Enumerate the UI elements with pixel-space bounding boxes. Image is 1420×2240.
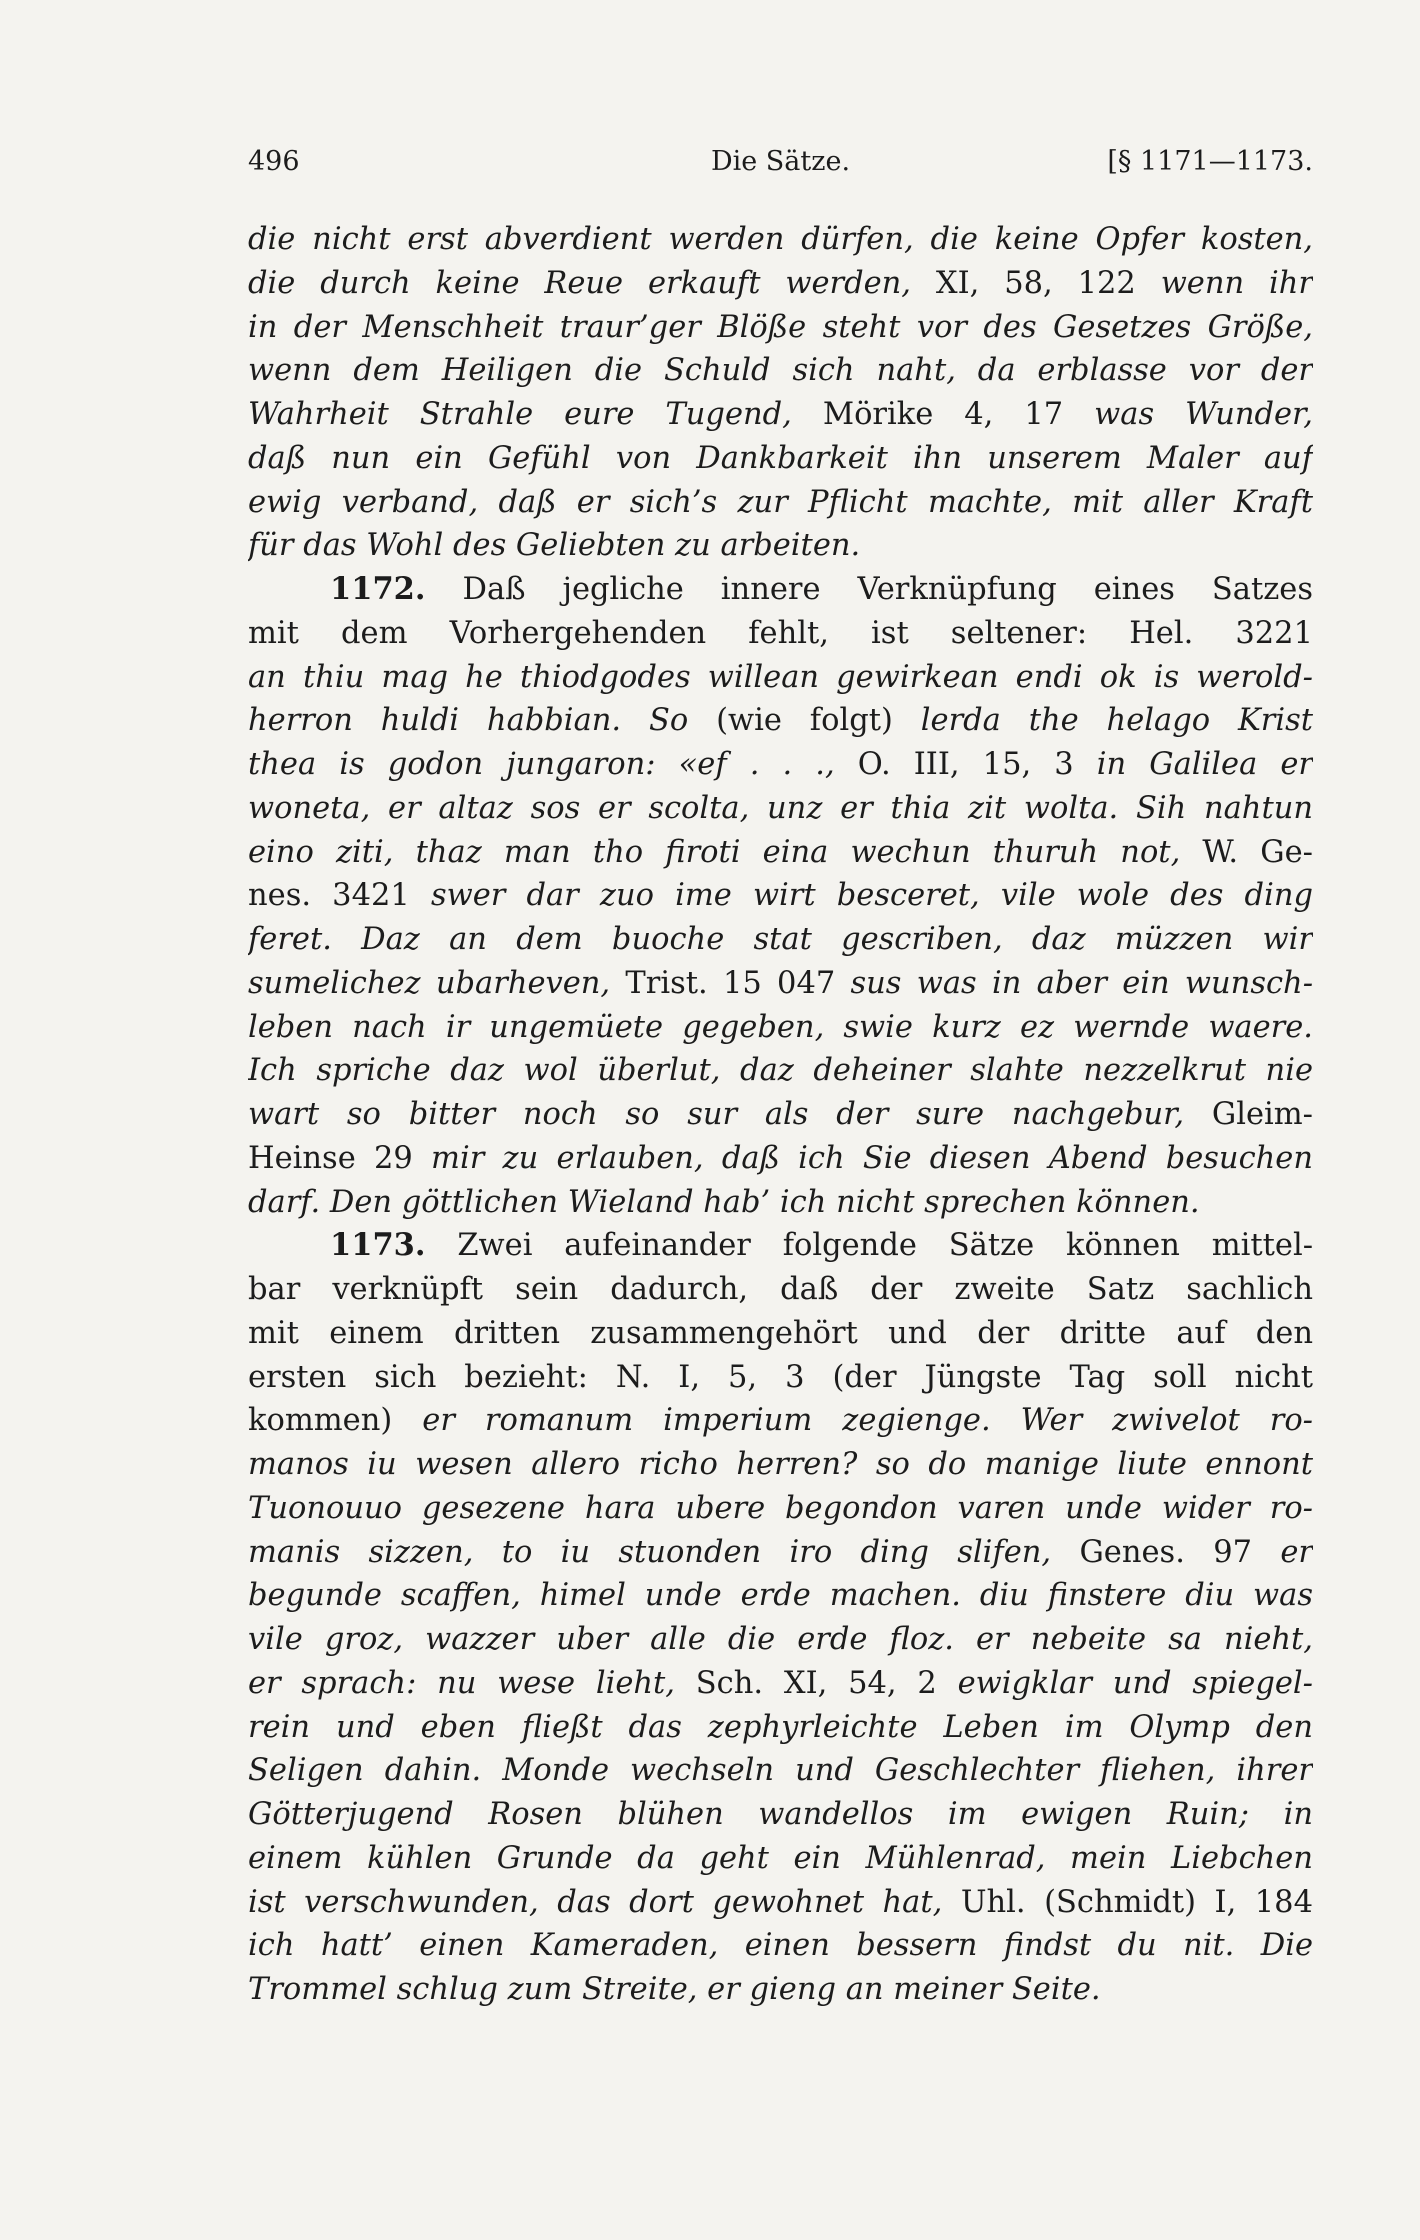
text-line — [248, 918, 1313, 962]
text-segment: Sch. XI, 54, 2 — [674, 1665, 958, 1701]
italic-quote: in Galilea er — [1096, 747, 1313, 782]
text-line — [248, 699, 1313, 743]
text-segment: O. III, 15, 3 — [834, 747, 1097, 782]
text-line — [248, 1618, 1313, 1662]
text-line — [248, 1924, 1313, 1968]
italic-quote: swer dar zuo ime wirt besceret, vile wole des ding — [430, 878, 1313, 914]
italic-quote: sus was in aber ein wunsch- — [850, 965, 1313, 1001]
italic-quote: lerda the helago Krist — [920, 703, 1313, 739]
text-line — [248, 1137, 1313, 1181]
text-line — [248, 393, 1313, 437]
italic-quote: wart so bitter noch so sur als der sure nachgebur, — [248, 1097, 1185, 1132]
text-line — [248, 1574, 1313, 1618]
body-text — [248, 218, 1313, 2012]
italic-quote: rein und eben fließt das zephyrleichte Leben im Olymp den — [248, 1709, 1313, 1745]
italic-quote: einem kühlen Grunde da geht ein Mühlenrad, mein Liebchen — [248, 1840, 1313, 1876]
text-segment: Genes. 97 — [1051, 1534, 1281, 1570]
text-segment: Daß jegliche innere Verknüpfung eines Satzes — [425, 572, 1313, 607]
italic-quote: Trommel schlug zum Streite, er gieng an meiner Seite. — [248, 1972, 1101, 2007]
text-line — [248, 524, 1313, 568]
italic-quote: für das Wohl des Geliebten zu arbeiten. — [248, 528, 861, 564]
text-segment: W. Ge- — [1180, 834, 1313, 870]
text-line — [248, 262, 1313, 306]
italic-quote: was Wunder, — [1094, 397, 1313, 432]
text-line — [248, 1356, 1313, 1400]
text-line — [248, 1531, 1313, 1575]
italic-quote: Wahrheit Strahle eure Tugend, — [248, 397, 792, 432]
text-line — [248, 568, 1313, 612]
running-title: Die Sätze. — [710, 146, 851, 177]
italic-quote: Tuonouuo gesezene hara ubere begondon varen unde wider ro- — [248, 1490, 1313, 1526]
italic-quote: herron huldi habbian. So — [248, 703, 689, 739]
italic-quote: er romanum imperium zegienge. Wer zwivelot ro- — [422, 1403, 1313, 1439]
text-segment: (wie folgt) — [688, 703, 921, 739]
text-line — [248, 962, 1313, 1006]
italic-quote: daß nun ein Gefühl von Dankbarkeit ihn unserem Maler auf — [248, 440, 1313, 476]
text-line — [248, 1443, 1313, 1487]
running-header — [248, 146, 1313, 186]
italic-quote: die durch keine Reue erkauft werden, — [248, 265, 911, 301]
text-line — [248, 1749, 1313, 1793]
italic-quote: woneta, er altaz sos er scolta, unz er thia zit wolta. Sih nahtun — [248, 790, 1313, 826]
italic-quote: in der Menschheit traur’ger Blöße steht vor des Gesetzes Größe, — [248, 309, 1313, 345]
text-line — [248, 656, 1313, 700]
text-line — [248, 874, 1313, 918]
text-line — [248, 481, 1313, 525]
text-line — [248, 1793, 1313, 1837]
text-line — [248, 1487, 1313, 1531]
text-line — [248, 1224, 1313, 1268]
italic-quote: Ich spriche daz wol überlut, daz deheiner slahte nezzelkrut nie — [248, 1053, 1313, 1089]
text-segment: nes. 3421 — [248, 878, 431, 914]
italic-quote: wenn dem Heiligen die Schuld sich naht, da erblasse vor der — [248, 353, 1313, 389]
paragraph-number: 1172. — [330, 571, 426, 607]
text-line — [248, 1662, 1313, 1706]
italic-quote: begunde scaffen, himel unde erde machen. diu finstere diu was — [248, 1578, 1313, 1614]
italic-quote: ewig verband, daß er sich’s zur Pflicht machte, mit aller Kraft — [248, 484, 1313, 520]
text-line — [248, 1837, 1313, 1881]
italic-quote: er — [1280, 1534, 1313, 1570]
italic-quote: manos iu wesen allero richo herren? so do manige liute ennont — [248, 1447, 1313, 1482]
italic-quote: leben nach ir ungemüete gegeben, swie kurz ez wernde waere. — [248, 1009, 1313, 1045]
italic-quote: vile groz, wazzer uber alle die erde floz. er nebeite sa nieht, — [248, 1622, 1313, 1657]
section-range: [§ 1171—1173. — [1107, 146, 1313, 177]
text-segment: kommen) — [248, 1403, 423, 1439]
text-line — [248, 1268, 1313, 1312]
italic-quote: eino ziti, thaz man tho firoti eina wechun thuruh not, — [248, 834, 1181, 870]
text-segment: mit einem dritten zusammengehört und der dritte auf den — [248, 1315, 1313, 1351]
text-line — [248, 612, 1313, 656]
text-segment: Trist. 15 047 — [610, 965, 851, 1001]
text-line — [248, 1049, 1313, 1093]
text-segment: bar verknüpft sein dadurch, daß der zweite Satz sachlich — [248, 1272, 1313, 1307]
paragraph-number: 1173. — [330, 1227, 426, 1264]
text-line — [248, 1968, 1313, 2012]
text-line — [248, 437, 1313, 481]
italic-quote: an thiu mag he thiodgodes willean gewirkean endi ok is werold- — [248, 659, 1313, 695]
text-segment: Zwei aufeinander folgende Sätze können mittel- — [425, 1228, 1313, 1264]
italic-quote: die nicht erst abverdient werden dürfen, die keine Opfer kosten, — [248, 222, 1313, 257]
italic-quote: ewigklar und spiegel- — [957, 1665, 1313, 1701]
text-line — [248, 1706, 1313, 1750]
italic-quote: sumelichez ubarheven, — [248, 965, 611, 1001]
text-segment: Uhl. (Schmidt) I, 184 — [942, 1884, 1313, 1920]
italic-quote: manis sizzen, to iu stuonden iro ding slifen, — [248, 1534, 1052, 1570]
italic-quote: feret. Daz an dem buoche stat gescriben, daz müzzen wir — [248, 922, 1313, 957]
italic-quote: Seligen dahin. Monde wechseln und Geschlechter fliehen, ihrer — [248, 1753, 1313, 1789]
text-segment: Gleim- — [1184, 1097, 1313, 1132]
page-number: 496 — [248, 146, 300, 177]
italic-quote: wenn ihr — [1160, 265, 1313, 301]
italic-quote: ist verschwunden, das dort gewohnet hat, — [248, 1884, 943, 1920]
text-line — [248, 1093, 1313, 1137]
text-line — [248, 831, 1313, 875]
text-segment: ersten sich bezieht: N. I, 5, 3 (der Jüngste Tag soll nicht — [248, 1359, 1313, 1395]
text-line — [248, 1399, 1313, 1443]
text-line — [248, 1006, 1313, 1050]
text-line — [248, 1312, 1313, 1356]
text-line — [248, 1181, 1313, 1225]
text-line — [248, 787, 1313, 831]
text-line — [248, 743, 1313, 787]
italic-quote: thea is godon jungaron: «ef . . ., — [248, 747, 835, 782]
text-segment: XI, 58, 122 — [911, 265, 1161, 301]
text-line — [248, 349, 1313, 393]
text-segment: Heinse 29 — [248, 1140, 432, 1176]
text-segment: Mörike 4, 17 — [791, 397, 1095, 432]
text-line — [248, 1881, 1313, 1925]
italic-quote: mir zu erlauben, daß ich Sie diesen Abend besuchen — [431, 1140, 1313, 1176]
text-line — [248, 306, 1313, 350]
italic-quote: Götterjugend Rosen blühen wandellos im ewigen Ruin; in — [248, 1797, 1313, 1832]
italic-quote: er sprach: nu wese lieht, — [248, 1665, 675, 1701]
text-segment: mit dem Vorhergehenden fehlt, ist seltener: Hel. 3221 — [248, 615, 1313, 651]
italic-quote: darf. Den göttlichen Wieland hab’ ich nicht sprechen können. — [248, 1184, 1200, 1220]
italic-quote: ich hatt’ einen Kameraden, einen bessern findst du nit. Die — [248, 1928, 1313, 1964]
text-line — [248, 218, 1313, 262]
